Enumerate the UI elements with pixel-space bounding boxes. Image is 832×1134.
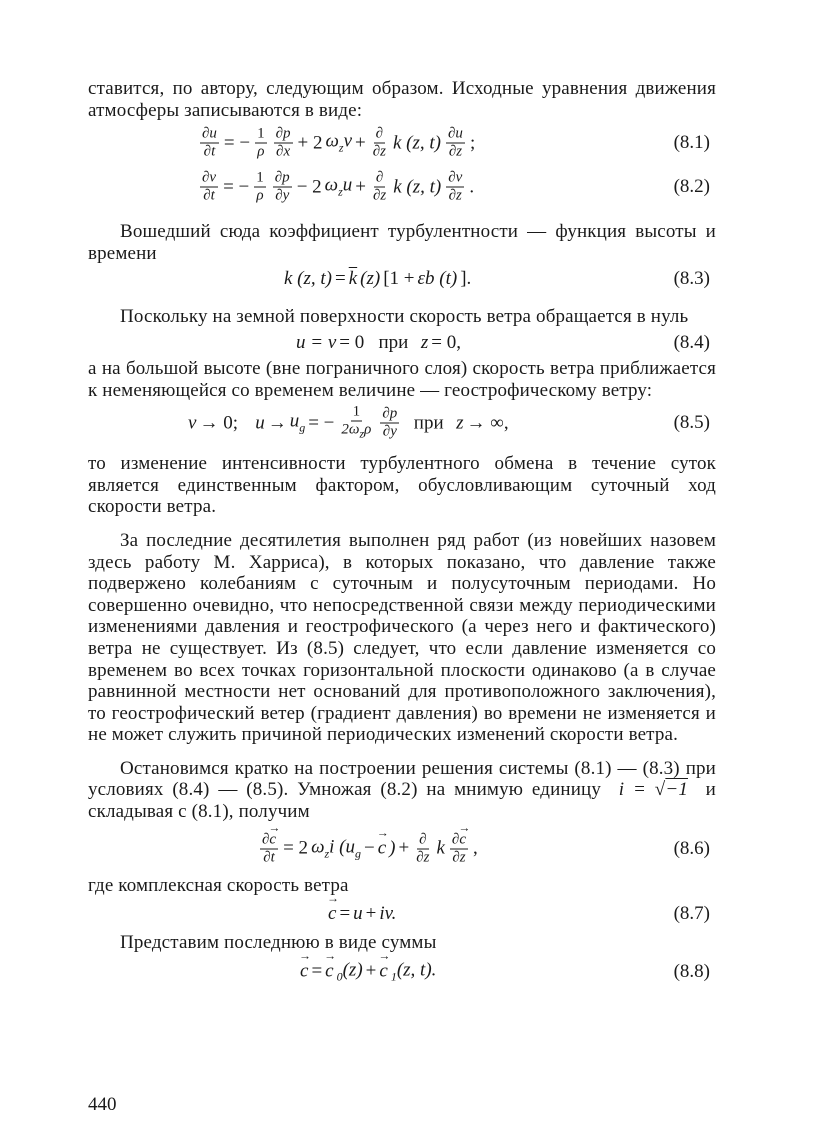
equation-8-1	[88, 121, 716, 165]
paragraph-turbulence: Вошедший сюда коэффициент турбулентности — функция высоты и времени	[88, 221, 716, 264]
equation-8-3	[88, 264, 716, 294]
paragraph-sum: Представим последнюю в виде суммы	[120, 932, 437, 954]
equation-8-5	[88, 401, 716, 445]
equation-number-8-3: (8.3)	[673, 268, 710, 290]
equation-8-2-formula: $\frac{\partial v}{\partial t}$ = − $\frac{1}{\rho}$ $\frac{\partial p}{\partial y}$ − 2 $\omega_zu$ + $\frac{\partial}{\partial z}$ k (z, t) $\frac{\partial v}{\partial z}$ .	[202, 169, 475, 204]
equation-8-2	[88, 165, 716, 209]
equation-8-5-formula: v → 0; u → $u_g$ = − $\frac{1}{2\omega_z\rho}$ $\frac{\partial p}{\partial y}$ при z → ∞,	[188, 403, 509, 441]
paragraph-surface: Поскольку на земной поверхности скорость ветра обращается в нуль	[120, 306, 689, 328]
paragraph-solution	[88, 758, 716, 823]
equation-number-8-5: (8.5)	[673, 412, 710, 434]
equation-number-8-8: (8.8)	[673, 960, 710, 982]
equation-8-4-formula: u = v = 0 при z = 0,	[296, 331, 461, 353]
equation-number-8-2: (8.2)	[673, 176, 710, 198]
equation-8-1-formula: $\frac{\partial u}{\partial t}$ = − $\frac{1}{\rho}$ $\frac{\partial p}{\partial x}$ + 2 $\omega_zv$ + $\frac{\partial}{\partial z}$ k (z, t) $\frac{\partial u}{\partial z}$ ;	[202, 125, 476, 160]
paragraph-conclusion: то изменение интенсивности турбулентного обмена в течение суток является единственным фактором, обусловливающим суточный ход скорости ветра.	[88, 453, 716, 518]
equation-8-6-formula: $\frac{\partial\to c}{\partial t}$ = 2 $\omega_zi$ ($u_g$ − → c ) + $\frac{\partial}{\partial z}$ k $\frac{\partial\to c}{\partial z}$ ,	[258, 831, 478, 866]
equation-number-8-7: (8.7)	[673, 903, 710, 925]
equation-8-8	[88, 954, 716, 990]
equation-8-8-formula: → c = → c $_0$(z) + → c $_1$(z, t).	[300, 959, 436, 984]
paragraph-geostrophic: а на большой высоте (вне пограничного слоя) скорость ветра приближается к неменяющейся со временем величине — геострофическому ветру:	[88, 357, 716, 401]
page-body	[88, 78, 716, 990]
equation-number-8-1: (8.1)	[673, 132, 710, 154]
imaginary-unit: i = √−1	[609, 779, 688, 801]
page-number: 440	[88, 1094, 117, 1115]
equation-8-7-formula: → c = u + iv.	[328, 903, 396, 925]
paragraph-solution-text: Остановимся кратко на построении решения системы (8.1) — (8.3) при условиях (8.4) — (8.5). Умножая (8.2) на мнимую единицу	[88, 757, 716, 801]
equation-8-4	[88, 328, 716, 358]
equation-number-8-4: (8.4)	[673, 331, 710, 353]
equation-8-3-formula: k (z, t) = $\overline{k}$ (z) [1 + εb (t) ].	[284, 268, 472, 290]
equation-8-6	[88, 823, 716, 875]
equation-number-8-6: (8.6)	[673, 837, 710, 859]
paragraph-solution-text-end: и складывая с (8.1), получим	[88, 779, 716, 823]
equation-8-7	[88, 896, 716, 932]
paragraph-complex-velocity: где комплексная скорость ветра	[88, 874, 349, 896]
paragraph-pressure: За последние десятилетия выполнен ряд работ (из новейших назовем здесь работу М. Харриса), в которых показано, что давление также подвержено колебаниям с суточным и полусуточным периодами. Но совершенно очевидно, что непосредственной связи между периодическими изменениями давления и геострофического (а через него и фактического) ветра не существует. Из (8.5) следует, что если давление изменяется со временем во всех точках горизонтальной плоскости одинаково (а в случае равнинной местности нет оснований для противоположного заключения), то геострофический ветер (градиент давления) во времени не изменяется и не может служить причиной периодических изменений скорости ветра.	[88, 529, 716, 746]
paragraph-intro: ставится, по автору, следующим образом. Исходные уравнения движения атмосферы записываются в виде:	[88, 78, 716, 121]
